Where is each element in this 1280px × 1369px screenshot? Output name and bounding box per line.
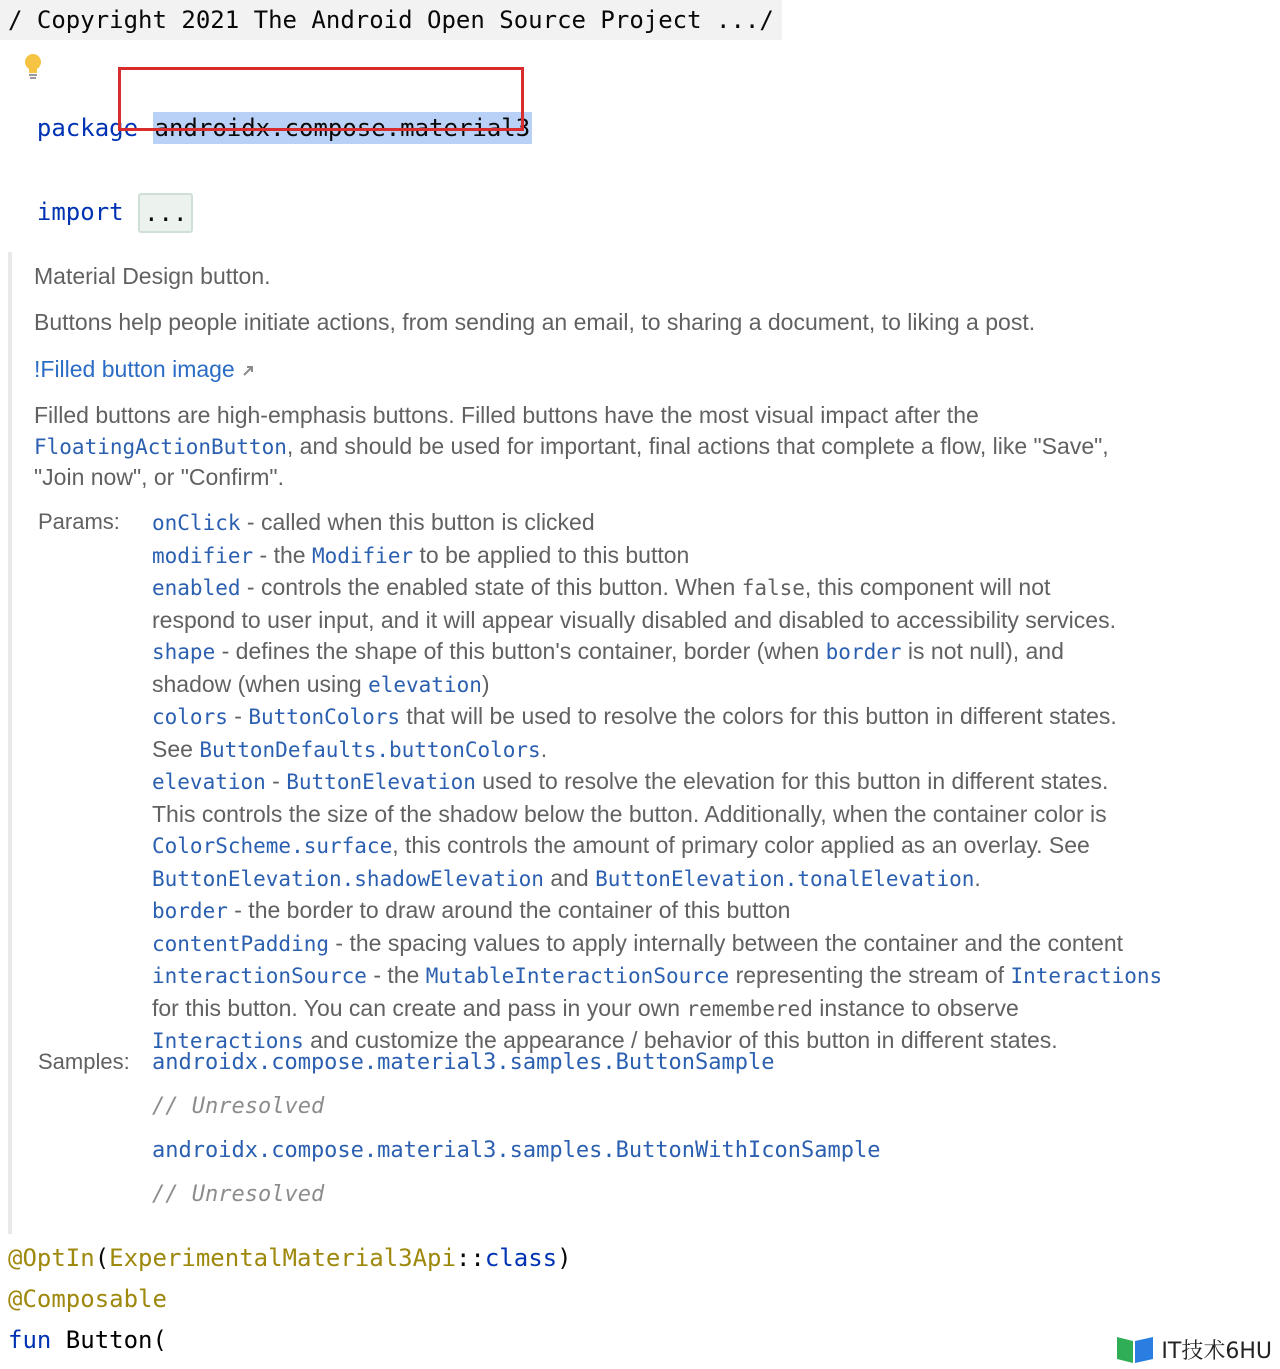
param-shape-cont	[152, 669, 1272, 702]
params-list	[152, 507, 1272, 1058]
copyright-fold[interactable]: / Copyright 2021 The Android Open Source Project .../	[0, 0, 782, 40]
package-highlight-box	[118, 67, 524, 131]
watermark-text: IT技术6HU	[1161, 1338, 1272, 1364]
param-desc: and	[543, 864, 596, 891]
samples-label: Samples:	[38, 1049, 130, 1074]
buttoncolors-link[interactable]: ButtonColors	[248, 705, 401, 729]
sample-ref-link[interactable]: androidx.compose.material3.samples.ButtonWithIconSample	[152, 1138, 881, 1163]
params-label: Params:	[38, 509, 120, 534]
lightbulb-icon[interactable]	[22, 52, 44, 82]
param-colors	[152, 701, 1272, 734]
watermark	[1115, 1331, 1272, 1367]
import-line	[8, 165, 193, 233]
colorscheme-surface-link[interactable]: ColorScheme.surface	[152, 834, 393, 858]
border-link[interactable]: border	[825, 640, 902, 664]
composable-annotation: @Composable	[8, 1285, 167, 1313]
param-name: onClick	[152, 511, 241, 535]
param-name: border	[152, 899, 228, 923]
optin-class[interactable]: ExperimentalMaterial3Api	[109, 1244, 456, 1272]
param-desc: .	[540, 735, 548, 762]
param-shape	[152, 636, 1272, 669]
param-elevation	[152, 766, 1272, 799]
param-interactionsource	[152, 960, 1272, 993]
function-name[interactable]: Button(	[51, 1326, 167, 1354]
interactions-link[interactable]: Interactions	[152, 1029, 304, 1053]
tonalelevation-link[interactable]: ButtonElevation.tonalElevation	[595, 866, 975, 891]
paren: )	[557, 1244, 572, 1272]
param-desc: - the border to draw around the container of this button	[227, 897, 791, 923]
param-interactionsource-cont1	[152, 993, 1272, 1026]
param-name: enabled	[152, 576, 241, 600]
param-desc: shadow (when using	[152, 670, 369, 697]
buttondefaults-link[interactable]: ButtonDefaults.buttonColors	[199, 737, 541, 762]
paren: (	[94, 1244, 110, 1272]
param-desc: instance to observe	[812, 994, 1019, 1021]
param-desc: .	[974, 864, 981, 891]
param-desc: - controls the enabled state of this button. When	[240, 574, 742, 600]
doc-desc-2-text: , and should be used for important, final actions that complete a flow, like "Save",	[286, 433, 1109, 459]
param-elevation-cont1: This controls the size of the shadow below the button. Additionally, when the container color is	[152, 800, 1107, 827]
elevation-link[interactable]: elevation	[368, 672, 482, 697]
mutableinteractionsource-link[interactable]: MutableInteractionSource	[425, 964, 730, 988]
param-elevation-cont2	[152, 830, 1272, 863]
sample-status: // Unresolved	[152, 1094, 325, 1119]
param-desc: See	[152, 735, 200, 762]
param-desc: - the	[366, 962, 426, 988]
fab-link[interactable]: FloatingActionButton	[34, 435, 287, 459]
param-desc: that will be used to resolve the colors for this button in different states.	[400, 703, 1117, 729]
param-dash: -	[227, 703, 249, 729]
buttonelevation-link[interactable]: ButtonElevation	[286, 770, 476, 794]
false-literal: false	[741, 576, 805, 600]
param-desc: and customize the appearance / behavior of this button in different states.	[303, 1027, 1058, 1053]
param-desc: representing the stream of	[729, 962, 1011, 988]
doc-image-link-line	[34, 354, 255, 385]
sample-1	[152, 1049, 775, 1075]
param-desc: - called when this button is clicked	[240, 509, 595, 535]
param-desc: - defines the shape of this button's container, border (when	[215, 638, 826, 664]
shadowelevation-link[interactable]: ButtonElevation.shadowElevation	[152, 866, 544, 891]
param-desc: - the spacing values to apply internally between the container and the content	[329, 929, 1124, 956]
param-name: contentPadding	[152, 931, 330, 956]
param-name: modifier	[152, 543, 254, 568]
param-onclick	[152, 507, 1272, 540]
import-fold-button[interactable]: ...	[138, 193, 193, 233]
param-dash: -	[265, 768, 287, 794]
doc-summary: Buttons help people initiate actions, from sending an email, to sharing a document, to liking a post.	[34, 309, 1036, 335]
param-name: elevation	[152, 770, 266, 794]
import-keyword: import	[36, 198, 124, 226]
sample-2	[152, 1137, 880, 1163]
param-border	[152, 895, 1272, 928]
param-enabled-cont: respond to user input, and it will appear visually disabled and disabled to accessibility services.	[152, 606, 1116, 633]
optin-annotation: @OptIn	[8, 1244, 95, 1272]
sample-1-status	[152, 1093, 324, 1119]
param-name: shape	[152, 640, 216, 664]
param-desc: used to resolve the elevation for this button in different states.	[475, 768, 1109, 794]
param-colors-cont	[152, 734, 1272, 767]
param-desc: is not null), and	[901, 638, 1064, 664]
sample-2-status	[152, 1181, 324, 1207]
interactions-link[interactable]: Interactions	[1010, 964, 1163, 988]
fun-keyword: fun	[8, 1326, 52, 1354]
param-desc: for this button. You can create and pass in your own	[152, 994, 687, 1021]
param-enabled	[152, 572, 1272, 605]
doc-desc-1: Filled buttons are high-emphasis buttons. Filled buttons have the most visual impact after the	[34, 402, 979, 428]
param-desc: )	[481, 670, 490, 697]
param-desc: to be applied to this button	[413, 541, 690, 568]
sample-status: // Unresolved	[152, 1182, 325, 1207]
external-link-icon	[241, 364, 255, 378]
doc-title: Material Design button.	[34, 263, 271, 289]
param-desc: - the	[253, 541, 312, 568]
package-keyword: package	[36, 114, 139, 142]
package-name[interactable]: androidx.compose.material3	[154, 114, 531, 142]
separator: ::	[455, 1244, 485, 1272]
filled-button-image-link[interactable]: !Filled button image	[34, 356, 235, 382]
kdoc-panel	[8, 252, 1278, 1234]
optin-line	[8, 1244, 572, 1272]
param-desc: , this controls the amount of primary color applied as an overlay. See	[392, 832, 1090, 858]
class-keyword: class	[484, 1244, 558, 1272]
book-logo-icon	[1115, 1333, 1155, 1365]
remembered-code: remembered	[686, 996, 813, 1021]
param-contentpadding	[152, 928, 1272, 961]
fun-line	[8, 1326, 167, 1354]
doc-desc-3: "Join now", or "Confirm".	[34, 464, 284, 490]
doc-desc-2	[34, 431, 1109, 463]
param-desc: , this component will not	[804, 574, 1051, 600]
modifier-link[interactable]: Modifier	[311, 543, 414, 568]
param-elevation-cont3	[152, 863, 1272, 896]
composable-line	[8, 1285, 167, 1313]
param-modifier	[152, 540, 1272, 573]
param-name: colors	[152, 705, 228, 729]
param-name: interactionSource	[152, 964, 367, 988]
sample-ref-link[interactable]: androidx.compose.material3.samples.ButtonSample	[152, 1050, 775, 1075]
